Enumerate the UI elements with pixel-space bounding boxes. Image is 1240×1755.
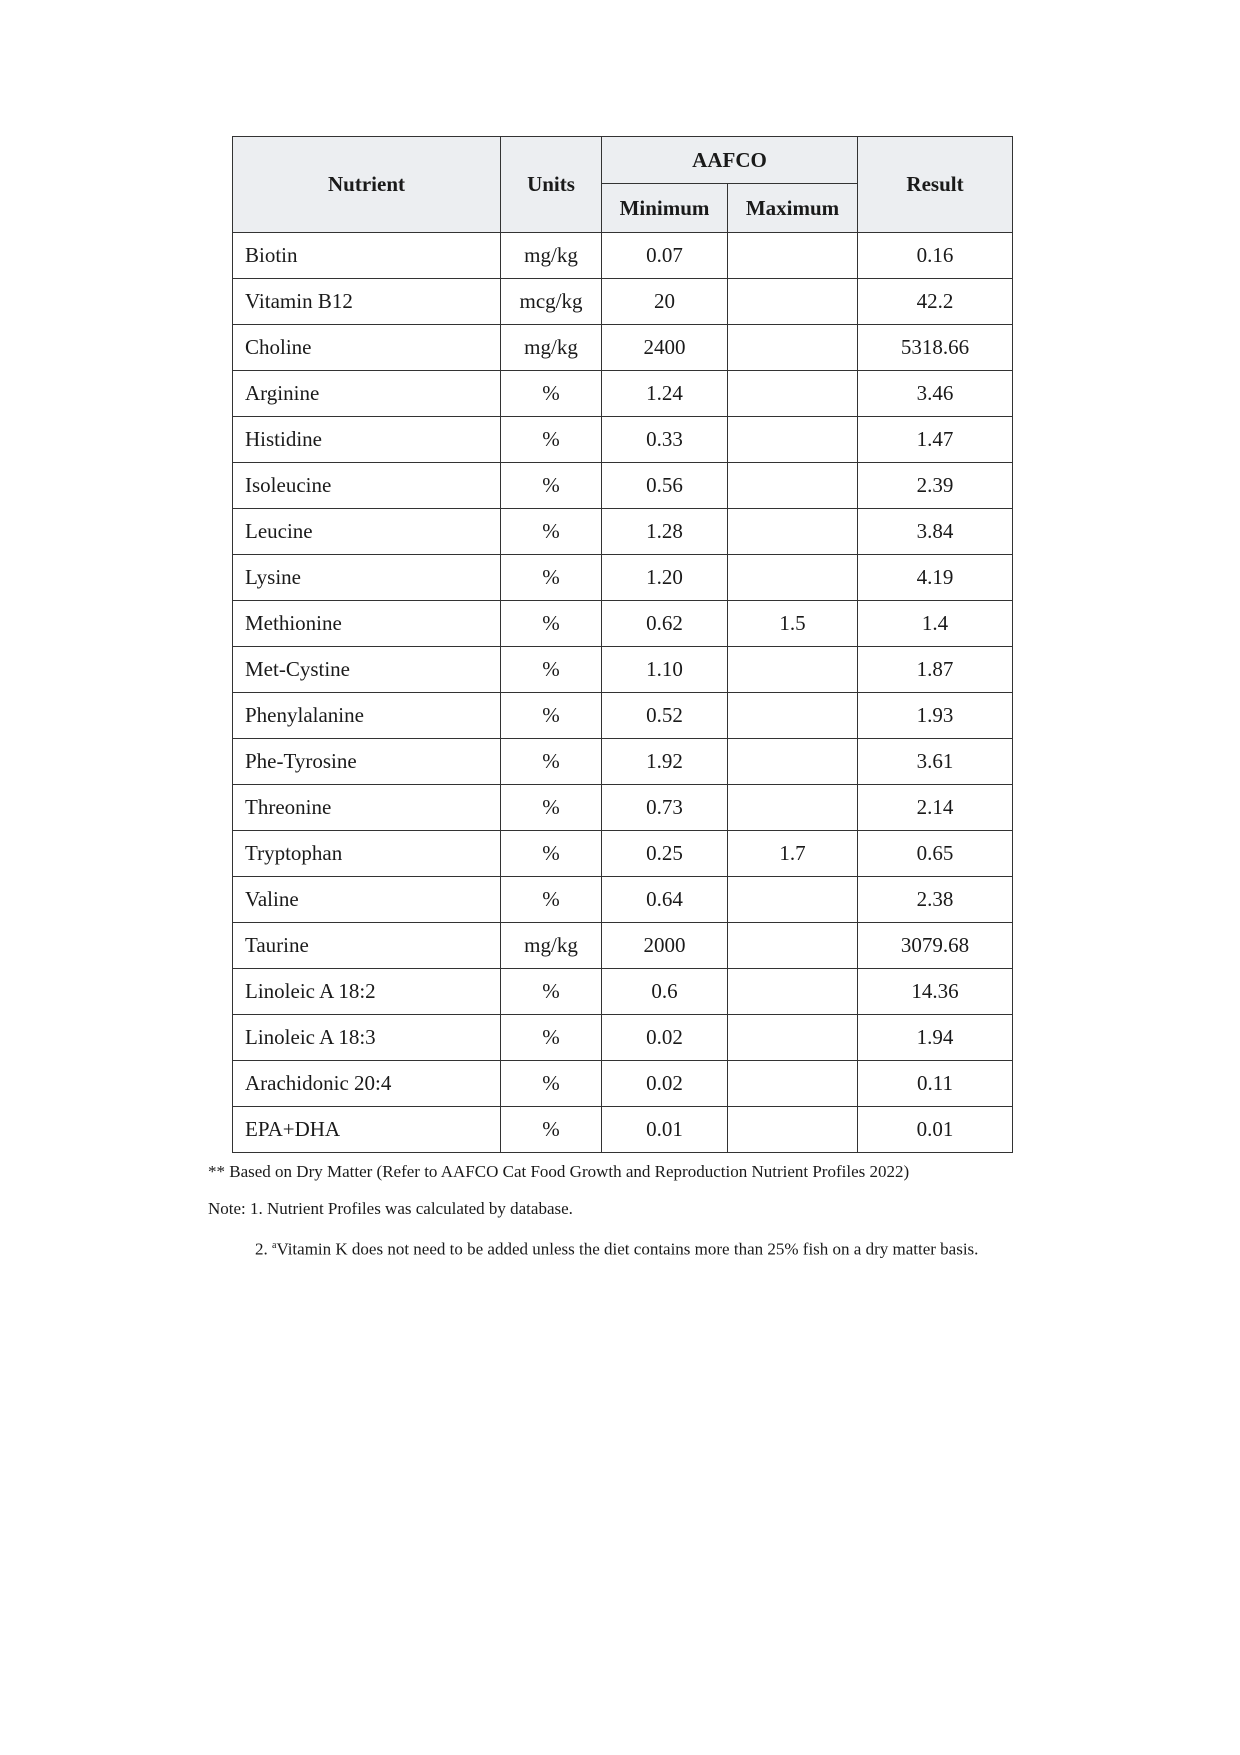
- result-cell: 0.11: [858, 1061, 1013, 1107]
- units-cell: %: [501, 1061, 602, 1107]
- nutrient-cell: EPA+DHA: [233, 1107, 501, 1153]
- result-cell: 0.01: [858, 1107, 1013, 1153]
- result-cell: 1.47: [858, 417, 1013, 463]
- table-row: [233, 325, 1013, 371]
- table-row: [233, 693, 1013, 739]
- table-row: [233, 601, 1013, 647]
- units-cell: %: [501, 1107, 602, 1153]
- table-row: [233, 233, 1013, 279]
- nutrient-table: [232, 136, 1013, 1153]
- minimum-cell: 0.64: [602, 877, 728, 923]
- table-row: [233, 969, 1013, 1015]
- maximum-cell: [728, 969, 858, 1015]
- maximum-cell: [728, 739, 858, 785]
- result-cell: 0.65: [858, 831, 1013, 877]
- header-units: Units: [501, 137, 602, 233]
- table-row: [233, 1061, 1013, 1107]
- header-maximum: Maximum: [728, 184, 858, 233]
- nutrient-cell: Phe-Tyrosine: [233, 739, 501, 785]
- maximum-cell: [728, 693, 858, 739]
- minimum-cell: 1.28: [602, 509, 728, 555]
- table-row: [233, 831, 1013, 877]
- units-cell: %: [501, 417, 602, 463]
- minimum-cell: 0.62: [602, 601, 728, 647]
- units-cell: mcg/kg: [501, 279, 602, 325]
- minimum-cell: 0.07: [602, 233, 728, 279]
- units-cell: %: [501, 969, 602, 1015]
- maximum-cell: [728, 463, 858, 509]
- nutrient-cell: Methionine: [233, 601, 501, 647]
- footnote-dry-matter: ** Based on Dry Matter (Refer to AAFCO Cat Food Growth and Reproduction Nutrient Profiles 2022): [208, 1162, 910, 1181]
- maximum-cell: [728, 279, 858, 325]
- result-cell: 42.2: [858, 279, 1013, 325]
- result-cell: 1.4: [858, 601, 1013, 647]
- nutrient-cell: Met-Cystine: [233, 647, 501, 693]
- header-nutrient: Nutrient: [233, 137, 501, 233]
- minimum-cell: 0.73: [602, 785, 728, 831]
- note-2: [208, 1234, 978, 1271]
- maximum-cell: [728, 555, 858, 601]
- table-row: [233, 877, 1013, 923]
- result-cell: 2.39: [858, 463, 1013, 509]
- nutrient-cell: Linoleic A 18:2: [233, 969, 501, 1015]
- table-row: [233, 647, 1013, 693]
- result-cell: 1.87: [858, 647, 1013, 693]
- maximum-cell: [728, 647, 858, 693]
- minimum-cell: 2000: [602, 923, 728, 969]
- units-cell: %: [501, 463, 602, 509]
- units-cell: %: [501, 555, 602, 601]
- maximum-cell: [728, 785, 858, 831]
- result-cell: 2.14: [858, 785, 1013, 831]
- units-cell: mg/kg: [501, 325, 602, 371]
- table-row: [233, 785, 1013, 831]
- result-cell: 3.84: [858, 509, 1013, 555]
- maximum-cell: [728, 877, 858, 923]
- nutrient-cell: Choline: [233, 325, 501, 371]
- note-1: Note: 1. Nutrient Profiles was calculated by database.: [208, 1199, 573, 1218]
- minimum-cell: 1.24: [602, 371, 728, 417]
- minimum-cell: 0.01: [602, 1107, 728, 1153]
- nutrient-cell: Isoleucine: [233, 463, 501, 509]
- minimum-cell: 0.33: [602, 417, 728, 463]
- nutrient-cell: Arginine: [233, 371, 501, 417]
- units-cell: %: [501, 739, 602, 785]
- notes: [208, 1160, 978, 1271]
- units-cell: %: [501, 601, 602, 647]
- result-cell: 3079.68: [858, 923, 1013, 969]
- nutrient-cell: Leucine: [233, 509, 501, 555]
- nutrient-cell: Biotin: [233, 233, 501, 279]
- nutrient-cell: Vitamin B12: [233, 279, 501, 325]
- minimum-cell: 2400: [602, 325, 728, 371]
- minimum-cell: 0.02: [602, 1061, 728, 1107]
- minimum-cell: 0.02: [602, 1015, 728, 1061]
- units-cell: %: [501, 371, 602, 417]
- nutrient-cell: Linoleic A 18:3: [233, 1015, 501, 1061]
- maximum-cell: [728, 1107, 858, 1153]
- units-cell: %: [501, 693, 602, 739]
- result-cell: 1.94: [858, 1015, 1013, 1061]
- nutrient-cell: Valine: [233, 877, 501, 923]
- note-2-number: 2.: [255, 1239, 272, 1259]
- header-minimum: Minimum: [602, 184, 728, 233]
- nutrient-cell: Histidine: [233, 417, 501, 463]
- minimum-cell: 0.6: [602, 969, 728, 1015]
- result-cell: 3.46: [858, 371, 1013, 417]
- maximum-cell: 1.5: [728, 601, 858, 647]
- result-cell: 2.38: [858, 877, 1013, 923]
- units-cell: %: [501, 647, 602, 693]
- result-cell: 5318.66: [858, 325, 1013, 371]
- maximum-cell: [728, 923, 858, 969]
- table-row: [233, 923, 1013, 969]
- minimum-cell: 20: [602, 279, 728, 325]
- table-row: [233, 279, 1013, 325]
- minimum-cell: 0.25: [602, 831, 728, 877]
- table-row: [233, 463, 1013, 509]
- nutrient-cell: Arachidonic 20:4: [233, 1061, 501, 1107]
- maximum-cell: [728, 509, 858, 555]
- units-cell: mg/kg: [501, 233, 602, 279]
- units-cell: %: [501, 877, 602, 923]
- header-aafco: AAFCO: [602, 137, 858, 184]
- maximum-cell: [728, 417, 858, 463]
- maximum-cell: [728, 1015, 858, 1061]
- minimum-cell: 1.10: [602, 647, 728, 693]
- table-row: [233, 1107, 1013, 1153]
- maximum-cell: [728, 233, 858, 279]
- result-cell: 1.93: [858, 693, 1013, 739]
- table-row: [233, 1015, 1013, 1061]
- table-row: [233, 371, 1013, 417]
- note-2-text: Vitamin K does not need to be added unless the diet contains more than 25% fish on a dry matter basis.: [276, 1239, 979, 1259]
- units-cell: mg/kg: [501, 923, 602, 969]
- result-cell: 4.19: [858, 555, 1013, 601]
- nutrient-cell: Phenylalanine: [233, 693, 501, 739]
- nutrient-cell: Tryptophan: [233, 831, 501, 877]
- table-row: [233, 417, 1013, 463]
- maximum-cell: [728, 325, 858, 371]
- minimum-cell: 1.20: [602, 555, 728, 601]
- result-cell: 3.61: [858, 739, 1013, 785]
- units-cell: %: [501, 831, 602, 877]
- nutrient-cell: Lysine: [233, 555, 501, 601]
- units-cell: %: [501, 785, 602, 831]
- units-cell: %: [501, 1015, 602, 1061]
- maximum-cell: 1.7: [728, 831, 858, 877]
- minimum-cell: 0.52: [602, 693, 728, 739]
- minimum-cell: 0.56: [602, 463, 728, 509]
- minimum-cell: 1.92: [602, 739, 728, 785]
- table-row: [233, 555, 1013, 601]
- note-2-superscript: a: [272, 1240, 277, 1251]
- units-cell: %: [501, 509, 602, 555]
- nutrient-cell: Threonine: [233, 785, 501, 831]
- table-row: [233, 509, 1013, 555]
- table-row: [233, 739, 1013, 785]
- maximum-cell: [728, 371, 858, 417]
- result-cell: 0.16: [858, 233, 1013, 279]
- header-result: Result: [858, 137, 1013, 233]
- nutrient-cell: Taurine: [233, 923, 501, 969]
- maximum-cell: [728, 1061, 858, 1107]
- result-cell: 14.36: [858, 969, 1013, 1015]
